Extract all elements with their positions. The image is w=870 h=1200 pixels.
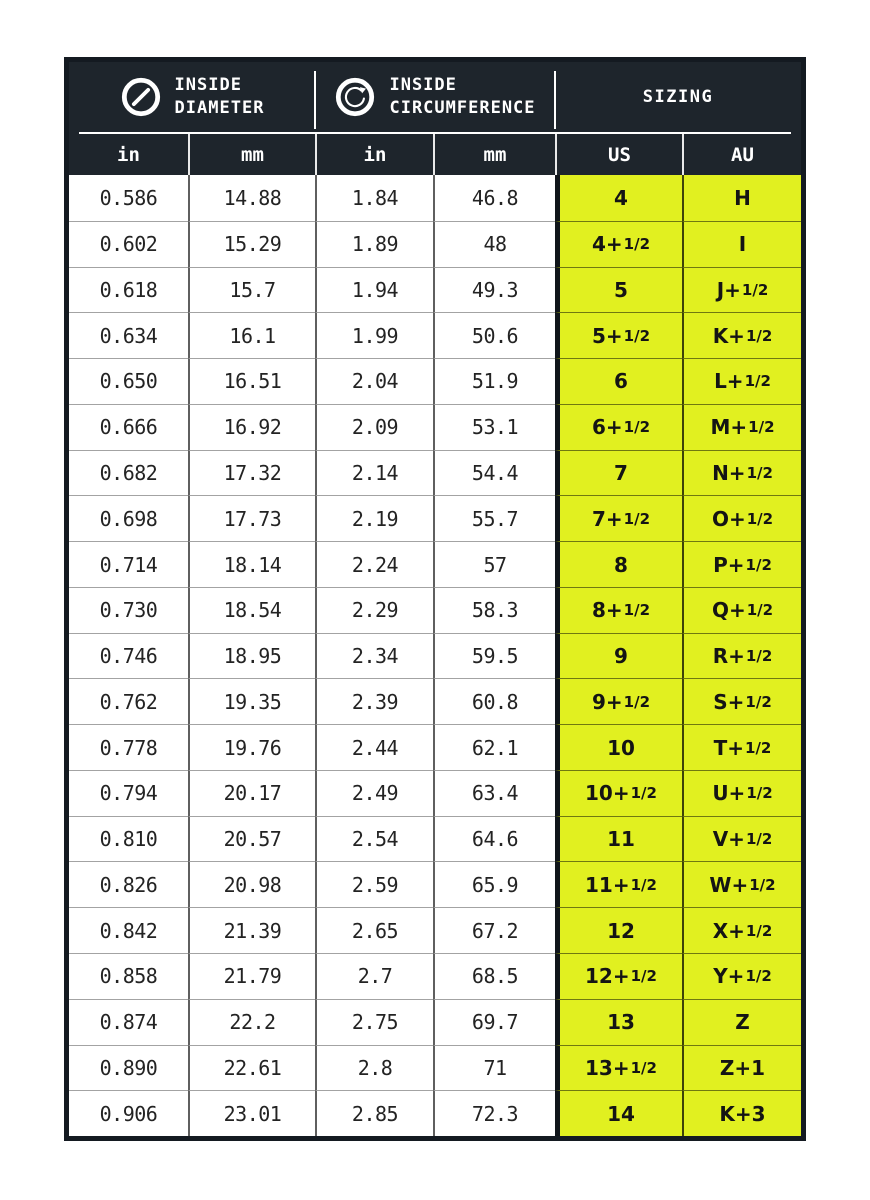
diameter-mm-cell: 20.17 xyxy=(188,770,315,816)
circumference-in-cell: 2.34 xyxy=(315,633,433,679)
circumference-mm-cell: 50.6 xyxy=(433,312,555,358)
table-header xyxy=(69,62,801,175)
circumference-mm-cell: 55.7 xyxy=(433,495,555,541)
diameter-in-cell: 0.698 xyxy=(69,495,188,541)
table-row xyxy=(69,633,801,679)
subheader-circumference-in: in xyxy=(315,134,433,175)
diameter-in-cell: 0.714 xyxy=(69,541,188,587)
table-row xyxy=(69,267,801,313)
us-size-cell: 7+ 1/2 xyxy=(555,495,682,541)
diameter-mm-cell: 19.76 xyxy=(188,724,315,770)
us-size-cell: 8+ 1/2 xyxy=(555,587,682,633)
circumference-in-cell: 2.59 xyxy=(315,861,433,907)
circumference-mm-cell: 71 xyxy=(433,1045,555,1091)
table-row xyxy=(69,450,801,496)
diameter-mm-cell: 16.51 xyxy=(188,358,315,404)
circumference-in-cell: 2.44 xyxy=(315,724,433,770)
au-size-cell: K+3 xyxy=(682,1090,801,1136)
diameter-mm-cell: 18.95 xyxy=(188,633,315,679)
diameter-in-cell: 0.858 xyxy=(69,953,188,999)
circumference-mm-cell: 63.4 xyxy=(433,770,555,816)
table-row xyxy=(69,541,801,587)
table-row xyxy=(69,312,801,358)
au-size-cell: R+ 1/2 xyxy=(682,633,801,679)
circumference-in-cell: 2.8 xyxy=(315,1045,433,1091)
us-size-cell: 5 xyxy=(555,267,682,313)
subheader-us-size: US xyxy=(555,134,682,175)
table-row xyxy=(69,1045,801,1091)
ring-size-chart xyxy=(64,57,806,1141)
circumference-in-cell: 1.99 xyxy=(315,312,433,358)
diameter-in-cell: 0.874 xyxy=(69,999,188,1045)
diameter-icon xyxy=(120,76,162,118)
circumference-mm-cell: 54.4 xyxy=(433,450,555,496)
diameter-mm-cell: 21.39 xyxy=(188,907,315,953)
circumference-mm-cell: 48 xyxy=(433,221,555,267)
subheader-au-size: AU xyxy=(682,134,801,175)
diameter-in-cell: 0.666 xyxy=(69,404,188,450)
us-size-cell: 13+ 1/2 xyxy=(555,1045,682,1091)
circumference-in-cell: 2.04 xyxy=(315,358,433,404)
circumference-mm-cell: 49.3 xyxy=(433,267,555,313)
diameter-in-cell: 0.906 xyxy=(69,1090,188,1136)
circumference-in-cell: 1.89 xyxy=(315,221,433,267)
circumference-mm-cell: 51.9 xyxy=(433,358,555,404)
us-size-cell: 10 xyxy=(555,724,682,770)
circumference-mm-cell: 64.6 xyxy=(433,816,555,862)
circumference-mm-cell: 53.1 xyxy=(433,404,555,450)
us-size-cell: 9+ 1/2 xyxy=(555,678,682,724)
header-sizing xyxy=(555,62,801,132)
diameter-mm-cell: 20.98 xyxy=(188,861,315,907)
us-size-cell: 4+ 1/2 xyxy=(555,221,682,267)
diameter-mm-cell: 18.14 xyxy=(188,541,315,587)
subheader-diameter-in: in xyxy=(117,143,140,166)
us-size-cell: 4 xyxy=(555,175,682,221)
circumference-mm-cell: 69.7 xyxy=(433,999,555,1045)
diameter-in-cell: 0.810 xyxy=(69,816,188,862)
diameter-in-cell: 0.618 xyxy=(69,267,188,313)
circumference-in-cell: 2.39 xyxy=(315,678,433,724)
circumference-in-cell: 2.14 xyxy=(315,450,433,496)
circumference-in-cell: 2.7 xyxy=(315,953,433,999)
header-inside-circumference xyxy=(315,62,555,132)
diameter-in-cell: 0.826 xyxy=(69,861,188,907)
table-row xyxy=(69,953,801,999)
header-group-row xyxy=(69,62,801,132)
circumference-mm-cell: 62.1 xyxy=(433,724,555,770)
header-inside-diameter xyxy=(69,62,315,132)
diameter-mm-cell: 17.73 xyxy=(188,495,315,541)
au-size-cell: N+ 1/2 xyxy=(682,450,801,496)
circumference-in-cell: 2.24 xyxy=(315,541,433,587)
us-size-cell: 5+ 1/2 xyxy=(555,312,682,358)
au-size-cell: L+ 1/2 xyxy=(682,358,801,404)
diameter-in-cell: 0.890 xyxy=(69,1045,188,1091)
au-size-cell: U+ 1/2 xyxy=(682,770,801,816)
circumference-mm-cell: 46.8 xyxy=(433,175,555,221)
circumference-in-cell: 2.54 xyxy=(315,816,433,862)
circumference-in-cell: 2.65 xyxy=(315,907,433,953)
diameter-mm-cell: 20.57 xyxy=(188,816,315,862)
diameter-in-cell: 0.746 xyxy=(69,633,188,679)
diameter-in-cell: 0.682 xyxy=(69,450,188,496)
table-row xyxy=(69,587,801,633)
au-size-cell: J+ 1/2 xyxy=(682,267,801,313)
diameter-in-cell: 0.650 xyxy=(69,358,188,404)
circumference-icon xyxy=(334,76,376,118)
au-size-cell: V+ 1/2 xyxy=(682,816,801,862)
diameter-in-cell: 0.778 xyxy=(69,724,188,770)
diameter-in-cell: 0.634 xyxy=(69,312,188,358)
diameter-mm-cell: 16.92 xyxy=(188,404,315,450)
diameter-mm-cell: 22.61 xyxy=(188,1045,315,1091)
us-size-cell: 9 xyxy=(555,633,682,679)
table-row xyxy=(69,816,801,862)
header-sizing-label: SIZING xyxy=(642,87,714,107)
subheader-circumference-mm: mm xyxy=(433,134,555,175)
diameter-in-cell: 0.842 xyxy=(69,907,188,953)
table-row xyxy=(69,404,801,450)
circumference-mm-cell: 65.9 xyxy=(433,861,555,907)
us-size-cell: 13 xyxy=(555,999,682,1045)
diameter-mm-cell: 17.32 xyxy=(188,450,315,496)
au-size-cell: Z+1 xyxy=(682,1045,801,1091)
subheader-diameter-mm: mm xyxy=(188,134,315,175)
circumference-mm-cell: 68.5 xyxy=(433,953,555,999)
diameter-in-cell: 0.762 xyxy=(69,678,188,724)
us-size-cell: 8 xyxy=(555,541,682,587)
diameter-in-cell: 0.730 xyxy=(69,587,188,633)
us-size-cell: 11+ 1/2 xyxy=(555,861,682,907)
au-size-cell: W+ 1/2 xyxy=(682,861,801,907)
au-size-cell: Y+ 1/2 xyxy=(682,953,801,999)
circumference-mm-cell: 58.3 xyxy=(433,587,555,633)
table-row xyxy=(69,907,801,953)
diameter-mm-cell: 19.35 xyxy=(188,678,315,724)
circumference-mm-cell: 60.8 xyxy=(433,678,555,724)
circumference-in-cell: 2.75 xyxy=(315,999,433,1045)
diameter-in-cell: 0.794 xyxy=(69,770,188,816)
table-row xyxy=(69,221,801,267)
us-size-cell: 11 xyxy=(555,816,682,862)
circumference-in-cell: 2.19 xyxy=(315,495,433,541)
circumference-in-cell: 1.84 xyxy=(315,175,433,221)
au-size-cell: H xyxy=(682,175,801,221)
au-size-cell: X+ 1/2 xyxy=(682,907,801,953)
us-size-cell: 10+ 1/2 xyxy=(555,770,682,816)
au-size-cell: I xyxy=(682,221,801,267)
us-size-cell: 14 xyxy=(555,1090,682,1136)
diameter-mm-cell: 22.2 xyxy=(188,999,315,1045)
circumference-in-cell: 2.09 xyxy=(315,404,433,450)
au-size-cell: Q+ 1/2 xyxy=(682,587,801,633)
diameter-mm-cell: 15.29 xyxy=(188,221,315,267)
circumference-mm-cell: 67.2 xyxy=(433,907,555,953)
au-size-cell: K+ 1/2 xyxy=(682,312,801,358)
circumference-mm-cell: 72.3 xyxy=(433,1090,555,1136)
diameter-mm-cell: 15.7 xyxy=(188,267,315,313)
au-size-cell: S+ 1/2 xyxy=(682,678,801,724)
au-size-cell: M+ 1/2 xyxy=(682,404,801,450)
circumference-in-cell: 1.94 xyxy=(315,267,433,313)
circumference-in-cell: 2.49 xyxy=(315,770,433,816)
table-row xyxy=(69,724,801,770)
header-inside-circumference-label: INSIDE CIRCUMFERENCE xyxy=(389,75,536,118)
us-size-cell: 12+ 1/2 xyxy=(555,953,682,999)
au-size-cell: Z xyxy=(682,999,801,1045)
us-size-cell: 12 xyxy=(555,907,682,953)
table-row xyxy=(69,861,801,907)
us-size-cell: 6 xyxy=(555,358,682,404)
subheader-row xyxy=(69,134,801,175)
circumference-mm-cell: 59.5 xyxy=(433,633,555,679)
table-row xyxy=(69,175,801,221)
us-size-cell: 6+ 1/2 xyxy=(555,404,682,450)
diameter-mm-cell: 16.1 xyxy=(188,312,315,358)
au-size-cell: T+ 1/2 xyxy=(682,724,801,770)
diameter-mm-cell: 23.01 xyxy=(188,1090,315,1136)
diameter-mm-cell: 14.88 xyxy=(188,175,315,221)
table-row xyxy=(69,358,801,404)
us-size-cell: 7 xyxy=(555,450,682,496)
table-row xyxy=(69,495,801,541)
table-row xyxy=(69,770,801,816)
circumference-mm-cell: 57 xyxy=(433,541,555,587)
diameter-mm-cell: 18.54 xyxy=(188,587,315,633)
diameter-in-cell: 0.586 xyxy=(69,175,188,221)
table-row xyxy=(69,999,801,1045)
circumference-in-cell: 2.29 xyxy=(315,587,433,633)
header-inside-diameter-label: INSIDE DIAMETER xyxy=(174,75,265,118)
table-body xyxy=(69,175,801,1136)
circumference-in-cell: 2.85 xyxy=(315,1090,433,1136)
table-row xyxy=(69,1090,801,1136)
table-row xyxy=(69,678,801,724)
au-size-cell: P+ 1/2 xyxy=(682,541,801,587)
au-size-cell: O+ 1/2 xyxy=(682,495,801,541)
diameter-in-cell: 0.602 xyxy=(69,221,188,267)
diameter-mm-cell: 21.79 xyxy=(188,953,315,999)
